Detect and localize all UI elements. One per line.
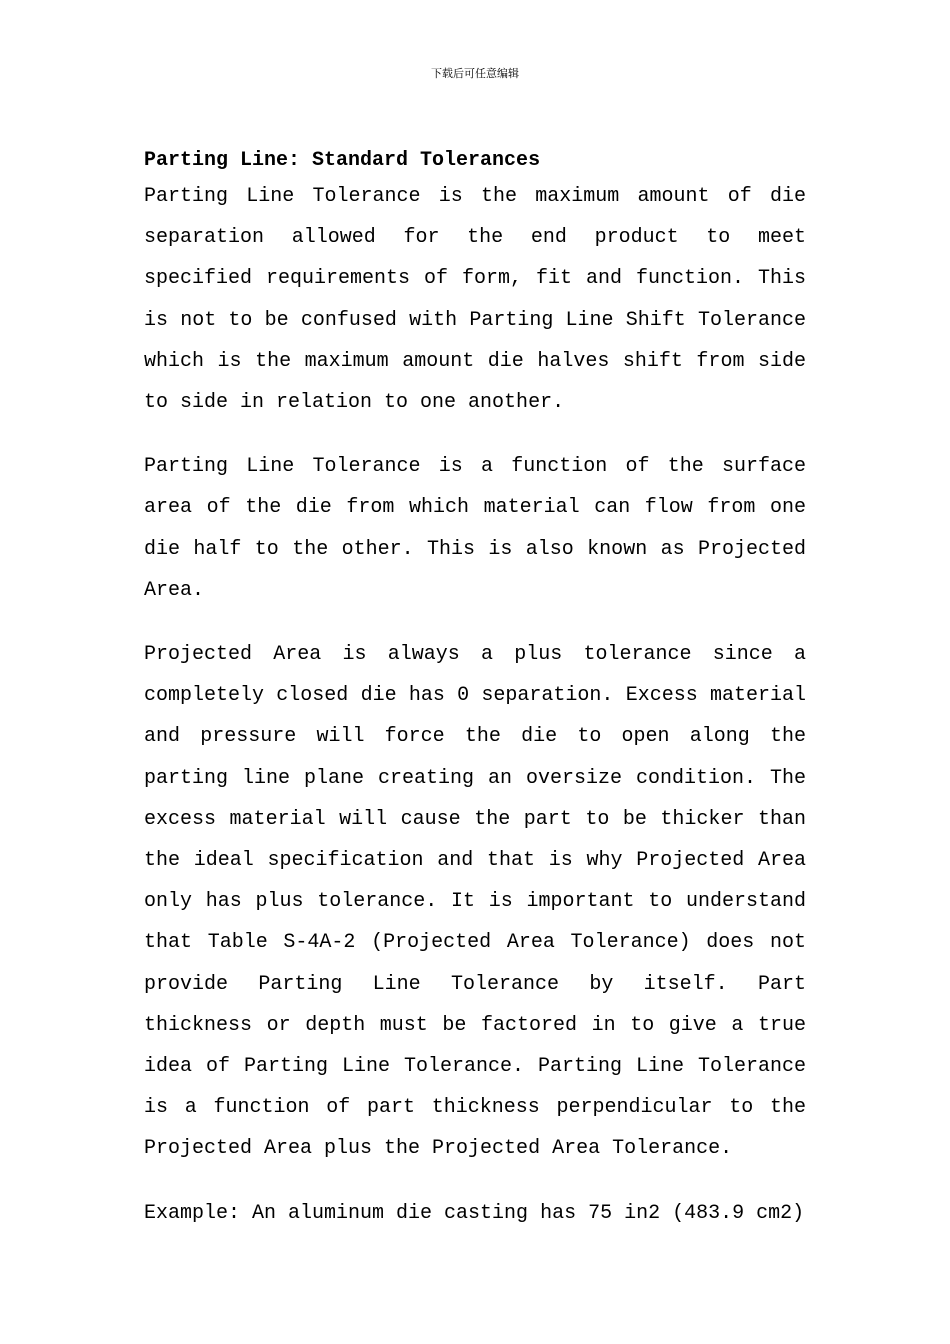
section-title: Parting Line: Standard Tolerances	[144, 149, 541, 172]
page-header: 下载后可任意编辑	[431, 67, 519, 80]
paragraph-parting-line-tolerance: Parting Line Tolerance is the maximum amount of die separation allowed for the end product to meet specified requirements of form, fit and function. This is not to be confused with Parting Line Shift Tolerance which is the maximum amount die halves shift from side to side in relation to one another.	[144, 185, 806, 415]
paragraph-projected-area-definition: Parting Line Tolerance is a function of the surface area of the die from which material can flow from one die half to the other. This is also known as Projected Area.	[144, 455, 806, 602]
paragraph-example: Example: An aluminum die casting has 75 in2 (483.9 cm2)	[144, 1201, 805, 1225]
document-body	[144, 146, 806, 1234]
paragraph-projected-area-plus-tolerance: Projected Area is always a plus tolerance since a completely closed die has 0 separation. Excess material and pressure will force the die to open along the parting line plane creating an oversize condition. The excess material will cause the part to be thicker than the ideal specification and that is why Projected Area only has plus tolerance. It is important to understand that Table S-4A-2 (Projected Area Tolerance) does not provide Parting Line Tolerance by itself. Part thickness or depth must be factored in to give a true idea of Parting Line Tolerance. Parting Line Tolerance is a function of part thickness perpendicular to the Projected Area plus the Projected Area Tolerance.	[144, 643, 806, 1161]
